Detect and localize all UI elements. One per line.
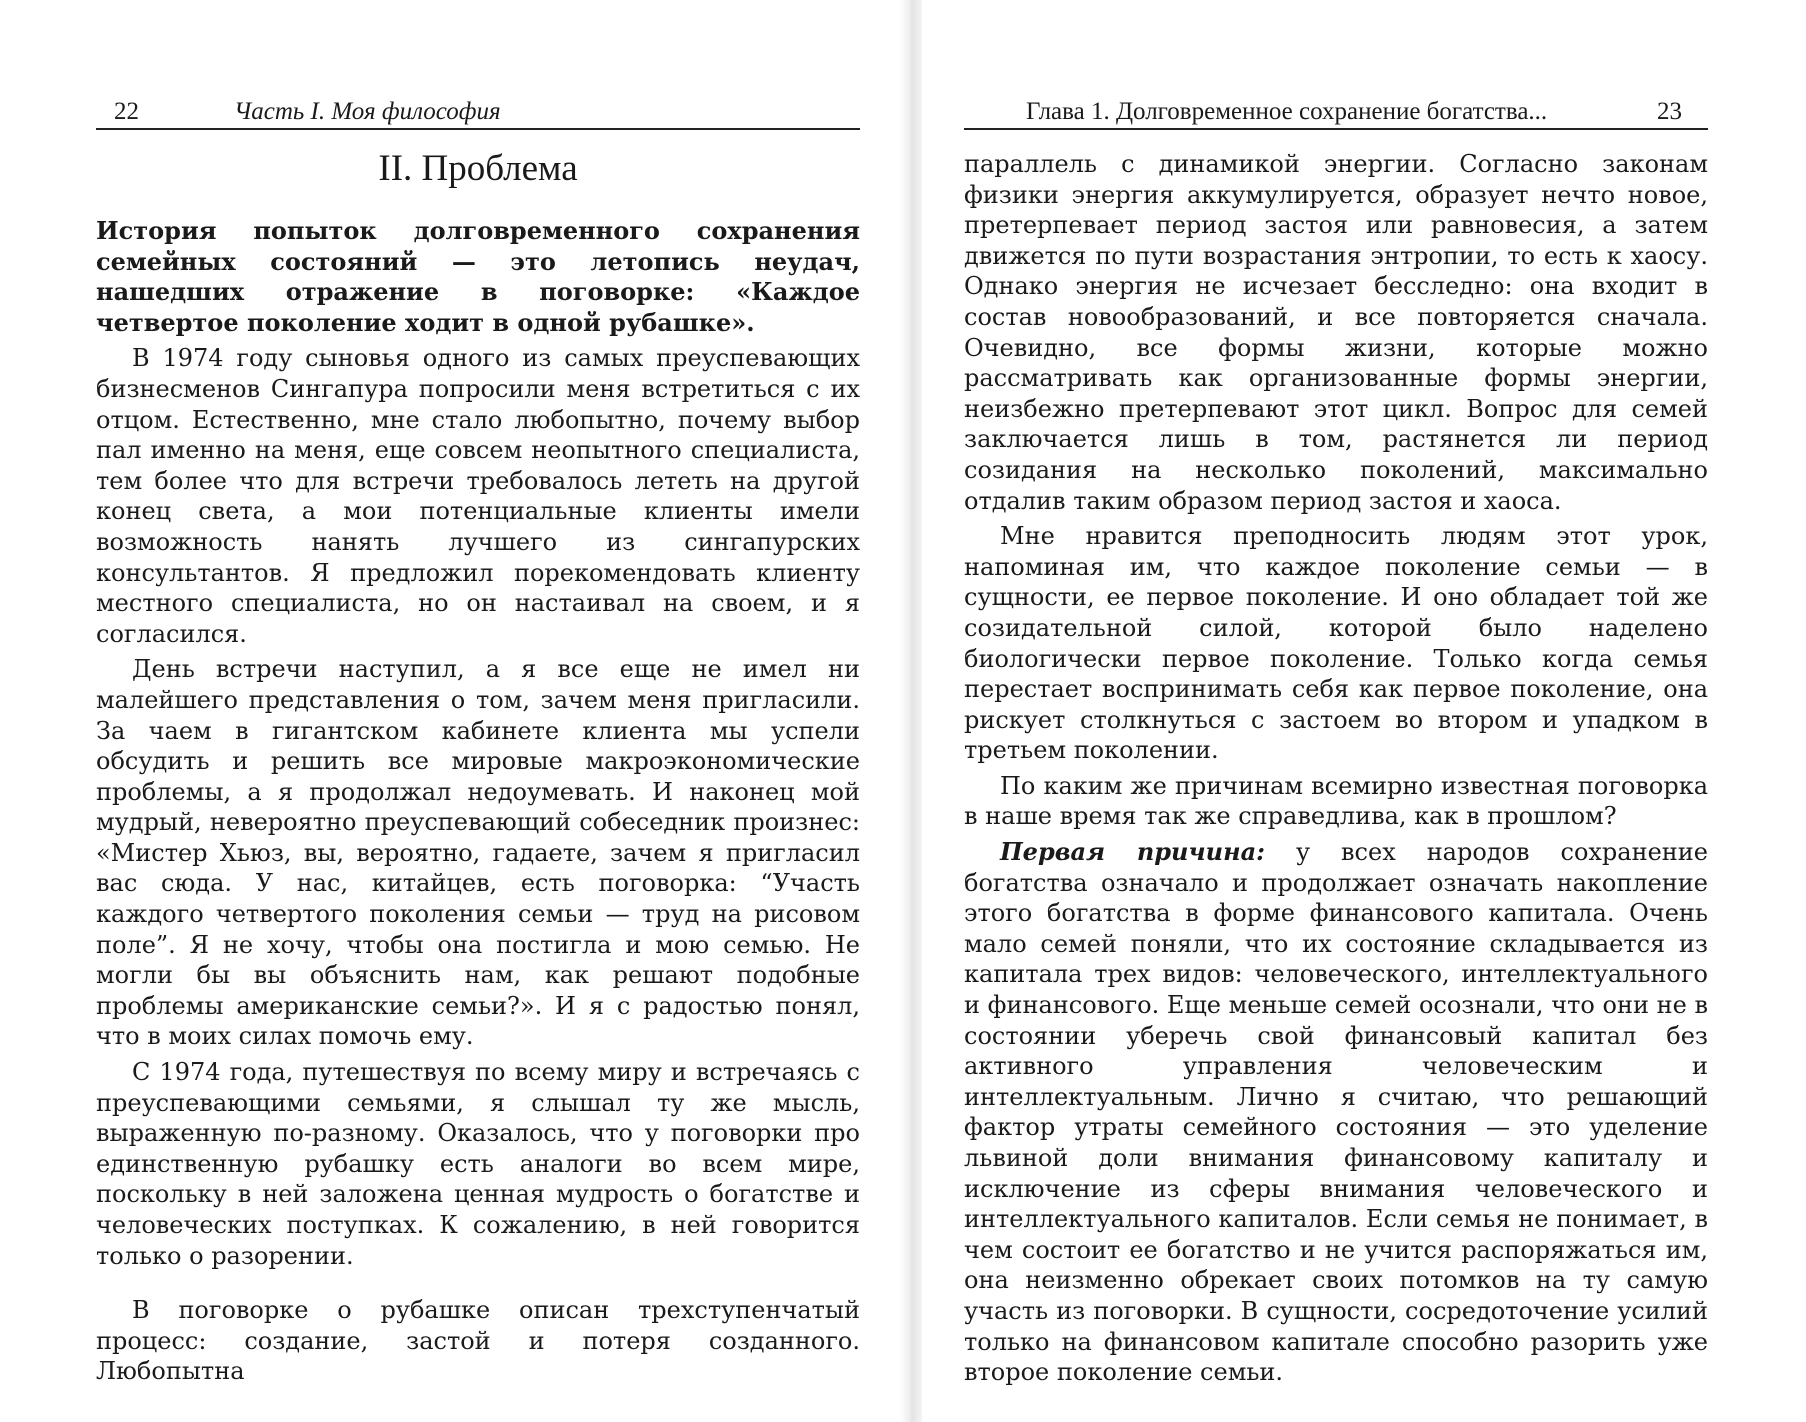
running-head-title: Глава 1. Долговременное сохранение богатства...: [1026, 98, 1548, 125]
running-header: [96, 96, 860, 130]
page-number: 22: [114, 98, 139, 125]
section-title: II. Проблема: [378, 148, 578, 189]
paragraph: Мне нравится преподносить людям этот урок, напоминая им, что каждое поколение семьи — в сущности, ее первое поколение. И оно обладает той же созидательной силой, которой было наделено биологически первое поколение. Только когда семья перестает воспринимать себя как первое поколение, она рискует столкнуться с застоем во втором и упадком в третьем поколении.: [964, 522, 1708, 765]
paragraph: С 1974 года, путешествуя по всему миру и встречаясь с преуспевающими семьями, я слышал ту же мысль, выраженную по-разному. Оказалось, что у поговорки про единственную рубашку есть аналоги во всем мире, поскольку в ней заложена ценная мудрость о богатстве и человеческих поступках. К сожалению, в ней говорится только о разорении.: [96, 1058, 860, 1270]
page-body: [96, 146, 860, 1387]
page-number: 23: [1657, 98, 1682, 125]
paragraph: По каким же причинам всемирно известная поговорка в наше время так же справедлива, как в прошлом?: [964, 771, 1708, 831]
paragraph: День встречи наступил, а я все еще не имел ни малейшего представления о том, зачем меня пригласили. За чаем в гигантском кабинете клиента мы успели обсудить и решить все мировые макроэкономические проблемы, а я продолжал недоумевать. И наконец мой мудрый, невероятно преуспевающий собеседник произнес: «Мистер Хьюз, вы, вероятно, гадаете, зачем я пригласил вас сюда. У нас, китайцев, есть поговорка: “Участь каждого четвертого поколения семьи — труд на рисовом поле”. Я не хочу, чтобы она постигла и мою семью. Не могли бы вы объяснить нам, как решают подобные проблемы американские семьи?». И я с радостью понял, что в моих силах помочь ему.: [96, 655, 860, 1051]
book-gutter: [900, 0, 922, 1422]
page-body: [964, 149, 1708, 1388]
paragraph: В 1974 году сыновья одного из самых преуспевающих бизнесменов Сингапура попросили меня встретиться с их отцом. Естественно, мне стало любопытно, почему выбор пал именно на меня, еще совсем неопытного специалиста, тем более что для встречи требовалось лететь на другой конец света, а мои потенциальные клиенты имели возможность нанять лучшего из сингапурских консультантов. Я предложил порекомендовать клиенту местного специалиста, но он настаивал на своем, и я согласился.: [96, 344, 860, 648]
reason-paragraph: [964, 837, 1708, 1388]
lead-paragraph: История попыток долговременного сохранения семейных состояний — это летопись неудач, нашедших отражение в поговорке: «Каждое четвертое поколение ходит в одной рубашке».: [96, 216, 860, 337]
paragraph: В поговорке о рубашке описан трехступенчатый процесс: создание, застой и потеря созданного. Любопытна: [96, 1296, 860, 1386]
section-break: [96, 1271, 860, 1295]
running-head-title: Часть I. Моя философия: [234, 98, 501, 125]
continued-paragraph: параллель с динамикой энергии. Согласно законам физики энергия аккумулируется, образует нечто новое, претерпевает период застоя или равновесия, а затем движется по пути возрастания энтропии, то есть к хаосу. Однако энергия не исчезает бесследно: она входит в состав новообразований, и все повторяется сначала. Очевидно, все формы жизни, которые можно рассматривать как организованные формы энергии, неизбежно претерпевают этот цикл. Вопрос для семей заключается лишь в том, растянется ли период созидания на несколько поколений, максимально отдалив таким образом период застоя и хаоса.: [964, 150, 1708, 515]
reason-label: Первая причина:: [1000, 837, 1266, 867]
running-header: [964, 96, 1708, 130]
reason-text: у всех народов сохранение богатства означало и продолжает означать накопление этого богатства в форме финансового капитала. Очень мало семей поняли, что их состояние складывается из капитала трех видов: человеческого, интеллектуального и финансового. Еще меньше семей осознали, что они не в состоянии уберечь свой финансовый капитал без активного управления человеческим и интеллектуальным. Лично я считаю, что решающий фактор утраты семейного состояния — это уделение львиной доли внимания финансовому капиталу и исключение из сферы внимания человеческого и интеллектуального капиталов. Если семья не понимает, в чем состоит ее богатство и не учится распоряжаться им, она неизменно обрекает своих потомков на ту самую участь из поговорки. В сущности, сосредоточение усилий только на финансовом капитале способно разорить уже второе поколение семьи.: [964, 838, 1708, 1387]
